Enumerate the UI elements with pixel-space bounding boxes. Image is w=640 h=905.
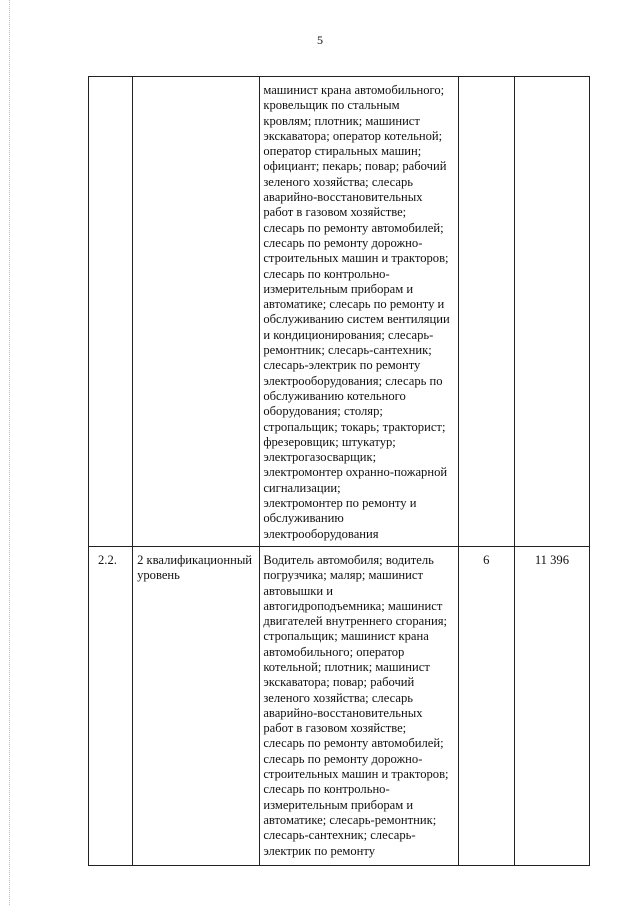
salary-table [88, 76, 590, 866]
scan-edge-line [9, 0, 10, 905]
qualification-level-cell: 2 квалификационный уровень [133, 546, 260, 865]
table-row [89, 77, 590, 547]
table-row [89, 546, 590, 865]
salary-cell: 11 396 [514, 546, 589, 865]
salary-cell [514, 77, 589, 547]
count-cell: 6 [458, 546, 514, 865]
professions-cell: машинист крана автомобильного; кровельщик по стальным кровлям; плотник; машинист экскаватора; оператор котельной; оператор стиральных машин; официант; пекарь; повар; рабочий зеленого хозяйства; слесарь аварийно-восстановительных работ в газовом хозяйстве; слесарь по ремонту автомобилей; слесарь по ремонту дорожно- строительных машин и тракторов; слесарь по контрольно- измерительным приборам и автоматике; слесарь по ремонту и обслуживанию систем вентиляции и кондиционирования; слесарь- ремонтник; слесарь-сантехник; слесарь-электрик по ремонту электрооборудования; слесарь по обслуживанию котельного оборудования; столяр; стропальщик; токарь; тракторист; фрезеровщик; штукатур; электрогазосварщик; электромонтер охранно-пожарной сигнализации; электромонтер по ремонту и обслуживанию электрооборудования [260, 77, 458, 547]
professions-cell: Водитель автомобиля; водитель погрузчика; маляр; машинист автовышки и автогидроподъемника; машинист двигателей внутреннего сгорания; стропальщик; машинист крана автомобильного; оператор котельной; плотник; машинист экскаватора; повар; рабочий зеленого хозяйства; слесарь аварийно-восстановительных работ в газовом хозяйстве; слесарь по ремонту автомобилей; слесарь по ремонту дорожно- строительных машин и тракторов; слесарь по контрольно- измерительным приборам и автоматике; слесарь-ремонтник; слесарь-сантехник; слесарь- электрик по ремонту [260, 546, 458, 865]
row-number-cell [89, 77, 133, 547]
page-number: 5 [317, 33, 323, 47]
qualification-level-cell [133, 77, 260, 547]
count-cell [458, 77, 514, 547]
row-number-cell: 2.2. [89, 546, 133, 865]
